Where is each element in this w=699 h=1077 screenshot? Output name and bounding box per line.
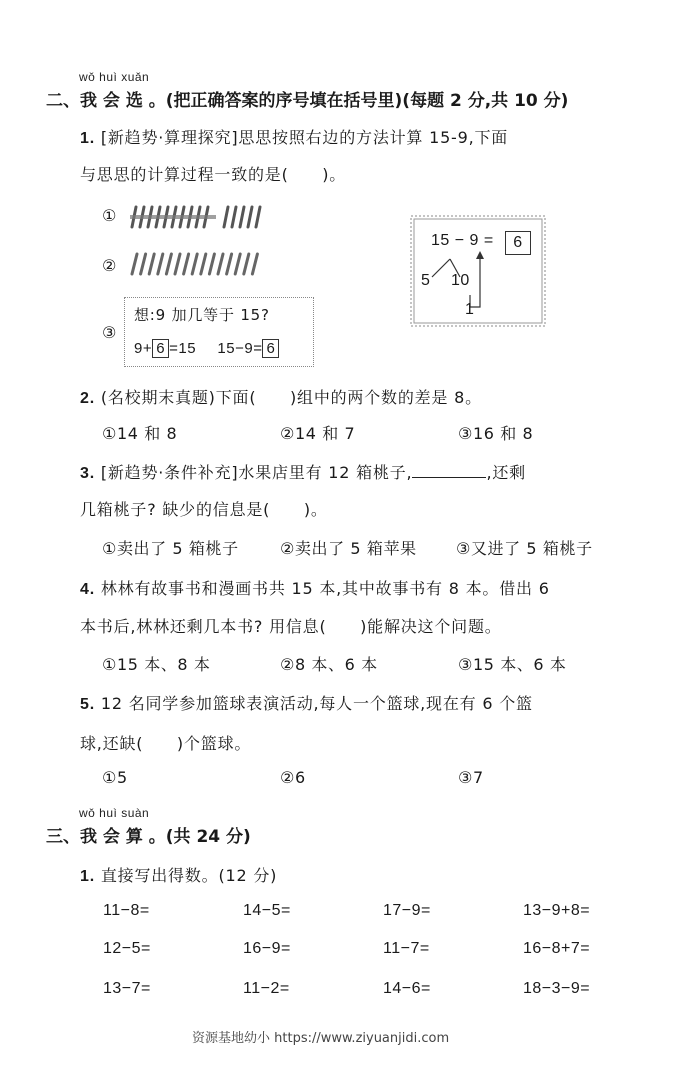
q3-line1 <box>80 460 526 483</box>
q3-line2: 几箱桃子? 缺少的信息是( )。 <box>80 500 328 519</box>
section2-title: 二、我 会 选 。(把正确答案的序号填在括号里)(每题 2 分,共 10 分) <box>46 91 569 111</box>
q2-number: 2. <box>80 390 95 407</box>
q5-number: 5. <box>80 696 95 713</box>
q2-text: (名校期末真题)下面( )组中的两个数的差是 8。 <box>100 388 482 407</box>
q1-number: 1. <box>80 130 95 147</box>
q5-line2: 球,还缺( )个篮球。 <box>80 734 252 753</box>
calc-item: 11−2= <box>243 980 290 997</box>
q4-option3: ③15 本、6 本 <box>458 655 567 674</box>
q2-option2: ②14 和 7 <box>280 424 356 443</box>
q1-line1 <box>80 125 508 148</box>
q1-line2: 与思思的计算过程一致的是( )。 <box>80 165 347 184</box>
calc-item: 16−9= <box>243 940 291 957</box>
calc-item: 18−3−9= <box>523 980 591 997</box>
calc-item: 17−9= <box>383 902 431 919</box>
calc-item: 14−5= <box>243 902 291 919</box>
calc-item: 11−7= <box>383 940 430 957</box>
q1-option3-thought: 想:9 加几等于 15? <box>134 306 270 324</box>
q3-number: 3. <box>80 465 95 482</box>
q5-option1: ①5 <box>102 768 128 787</box>
calc-item: 13−9+8= <box>523 902 591 919</box>
section3-title: 三、我 会 算 。(共 24 分) <box>46 827 251 847</box>
q4-text-1: 林林有故事书和漫画书共 15 本,其中故事书有 8 本。借出 6 <box>100 579 550 598</box>
q1-option3-equations <box>134 339 279 358</box>
q1-figure-step: 1 <box>465 301 475 318</box>
q1-figure-result-box: 6 <box>505 231 531 255</box>
q1-option1-mark: ① <box>102 206 118 225</box>
q3-text-pre: [新趋势·条件补充]水果店里有 12 箱桃子, <box>100 463 413 482</box>
q3-option2: ②卖出了 5 箱苹果 <box>280 539 417 558</box>
q1-option3-mark: ③ <box>102 323 118 342</box>
calc-item: 12−5= <box>103 940 151 957</box>
s3-q1-line <box>80 863 277 886</box>
q1-option2-sticks <box>128 251 268 279</box>
q2-line1 <box>80 385 482 408</box>
q1-text-1: [新趋势·算理探究]思思按照右边的方法计算 15-9,下面 <box>100 128 509 147</box>
q3-text-post: ,还剩 <box>486 463 526 482</box>
q1-option2-mark: ② <box>102 256 118 275</box>
q5-option2: ②6 <box>280 768 306 787</box>
q1-figure-expression: 15 − 9 = <box>431 232 494 249</box>
q5-line1 <box>80 691 533 714</box>
q4-line1 <box>80 576 550 599</box>
q1-option3-eq1-pre: 9+ <box>134 340 153 357</box>
q5-option3: ③7 <box>458 768 484 787</box>
calc-item: 16−8+7= <box>523 940 591 957</box>
calc-item: 14−6= <box>383 980 431 997</box>
footer-watermark: 资源基地幼小 https://www.ziyuanjidi.com <box>192 1031 450 1046</box>
q1-figure-split-a: 5 <box>421 272 431 289</box>
section3-pinyin: wǒ huì suàn <box>79 806 150 820</box>
q4-line2: 本书后,林林还剩几本书? 用信息( )能解决这个问题。 <box>80 617 502 636</box>
q4-number: 4. <box>80 581 95 598</box>
q1-method-figure <box>410 215 546 327</box>
q2-option1: ①14 和 8 <box>102 424 178 443</box>
q2-option3: ③16 和 8 <box>458 424 534 443</box>
calc-item: 13−7= <box>103 980 151 997</box>
q1-option3-eq2-pre: 15−9= <box>217 340 263 357</box>
q3-option1: ①卖出了 5 箱桃子 <box>102 539 239 558</box>
q1-option3-eq1-box: 6 <box>152 339 169 358</box>
q1-figure-split-b: 10 <box>451 272 470 289</box>
q3-option3: ③又进了 5 箱桃子 <box>456 539 593 558</box>
q1-option3-box <box>124 297 314 367</box>
q5-text-1: 12 名同学参加篮球表演活动,每人一个篮球,现在有 6 个篮 <box>100 694 533 713</box>
q4-option2: ②8 本、6 本 <box>280 655 378 674</box>
section2-pinyin: wǒ huì xuǎn <box>79 70 150 84</box>
q3-blank <box>412 463 486 478</box>
s3-q1-number: 1. <box>80 868 95 885</box>
calc-item: 11−8= <box>103 902 150 919</box>
q1-option3-eq2-box: 6 <box>262 339 279 358</box>
q1-option1-sticks <box>128 204 268 232</box>
q4-option1: ①15 本、8 本 <box>102 655 211 674</box>
s3-q1-label: 直接写出得数。(12 分) <box>100 866 278 885</box>
q1-option3-eq1-post: =15 <box>169 340 197 357</box>
